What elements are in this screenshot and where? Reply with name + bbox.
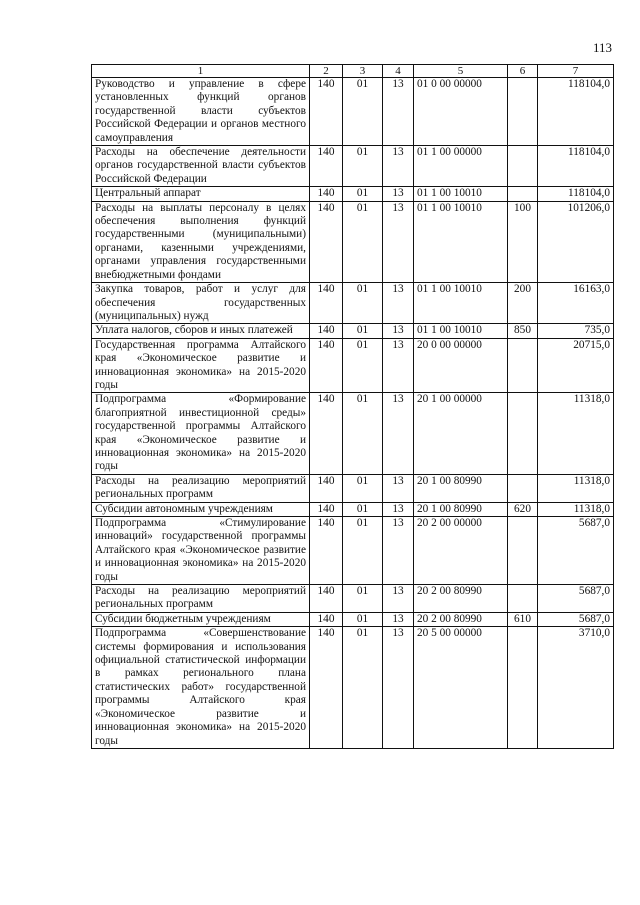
target-article-cell: 01 1 00 10010 [414, 324, 508, 338]
table-row [92, 585, 614, 613]
table-row [92, 627, 614, 749]
header-cell-4: 4 [383, 65, 414, 78]
subsection-code-cell: 13 [383, 324, 414, 338]
ministry-code-cell: 140 [310, 474, 343, 502]
ministry-code-cell: 140 [310, 338, 343, 393]
expense-name-cell: Государственная программа Алтайского края «Экономическое развитие и инновационная экономика» на 2015-2020 годы [92, 338, 310, 393]
subsection-code-cell: 13 [383, 585, 414, 613]
expense-name-cell: Расходы на выплаты персоналу в целях обеспечения выполнения функций государственными (муниципальными) органами, казенными учреждениями, органами управления государственными внебюджетными фондами [92, 201, 310, 282]
subsection-code-cell: 13 [383, 338, 414, 393]
expense-type-cell: 610 [508, 612, 538, 626]
section-code-cell: 01 [343, 612, 383, 626]
table-row [92, 283, 614, 324]
expense-name-cell: Подпрограмма «Совершенствование системы формирования и использования официальной статистической информации в рамках регионального плана статистических работ» государственной программы Алтайского края «Экономическое развитие и инновационная экономика» на 2015-2020 годы [92, 627, 310, 749]
expense-type-cell: 620 [508, 502, 538, 516]
ministry-code-cell: 140 [310, 627, 343, 749]
table-row [92, 474, 614, 502]
page-number: 113 [592, 40, 612, 55]
header-cell-2: 2 [310, 65, 343, 78]
expense-name-cell: Уплата налогов, сборов и иных платежей [92, 324, 310, 338]
amount-cell: 118104,0 [538, 146, 614, 187]
expense-name-cell: Субсидии бюджетным учреждениям [92, 612, 310, 626]
amount-cell: 16163,0 [538, 283, 614, 324]
section-code-cell: 01 [343, 324, 383, 338]
ministry-code-cell: 140 [310, 78, 343, 146]
header-cell-6: 6 [508, 65, 538, 78]
target-article-cell: 20 2 00 00000 [414, 517, 508, 585]
expense-type-cell [508, 146, 538, 187]
subsection-code-cell: 13 [383, 146, 414, 187]
table-row [92, 612, 614, 626]
amount-cell: 101206,0 [538, 201, 614, 282]
amount-cell: 11318,0 [538, 474, 614, 502]
expense-name-cell: Субсидии автономным учреждениям [92, 502, 310, 516]
amount-cell: 118104,0 [538, 187, 614, 201]
subsection-code-cell: 13 [383, 627, 414, 749]
expense-type-cell [508, 517, 538, 585]
ministry-code-cell: 140 [310, 502, 343, 516]
expense-type-cell [508, 627, 538, 749]
amount-cell: 118104,0 [538, 78, 614, 146]
amount-cell: 735,0 [538, 324, 614, 338]
header-cell-5: 5 [414, 65, 508, 78]
section-code-cell: 01 [343, 585, 383, 613]
target-article-cell: 20 0 00 00000 [414, 338, 508, 393]
expense-name-cell: Расходы на реализацию мероприятий региональных программ [92, 474, 310, 502]
subsection-code-cell: 13 [383, 78, 414, 146]
expense-name-cell: Закупка товаров, работ и услуг для обеспечения государственных (муниципальных) нужд [92, 283, 310, 324]
table-row [92, 338, 614, 393]
expense-type-cell [508, 78, 538, 146]
ministry-code-cell: 140 [310, 612, 343, 626]
subsection-code-cell: 13 [383, 474, 414, 502]
expense-type-cell [508, 338, 538, 393]
section-code-cell: 01 [343, 201, 383, 282]
expense-type-cell [508, 585, 538, 613]
expense-type-cell [508, 187, 538, 201]
subsection-code-cell: 13 [383, 201, 414, 282]
target-article-cell: 20 1 00 80990 [414, 502, 508, 516]
section-code-cell: 01 [343, 146, 383, 187]
section-code-cell: 01 [343, 187, 383, 201]
amount-cell: 5687,0 [538, 612, 614, 626]
amount-cell: 11318,0 [538, 502, 614, 516]
amount-cell: 11318,0 [538, 393, 614, 474]
ministry-code-cell: 140 [310, 201, 343, 282]
expense-type-cell: 850 [508, 324, 538, 338]
amount-cell: 5687,0 [538, 517, 614, 585]
section-code-cell: 01 [343, 517, 383, 585]
section-code-cell: 01 [343, 474, 383, 502]
header-cell-7: 7 [538, 65, 614, 78]
expense-name-cell: Центральный аппарат [92, 187, 310, 201]
target-article-cell: 01 1 00 10010 [414, 283, 508, 324]
expense-name-cell: Подпрограмма «Стимулирование инноваций» государственной программы Алтайского края «Экономическое развитие и инновационная экономика» на 2015-2020 годы [92, 517, 310, 585]
ministry-code-cell: 140 [310, 324, 343, 338]
amount-cell: 5687,0 [538, 585, 614, 613]
amount-cell: 3710,0 [538, 627, 614, 749]
header-cell-1: 1 [92, 65, 310, 78]
expense-type-cell: 200 [508, 283, 538, 324]
expense-name-cell: Расходы на обеспечение деятельности органов государственной власти субъектов Российской Федерации [92, 146, 310, 187]
expense-type-cell: 100 [508, 201, 538, 282]
section-code-cell: 01 [343, 393, 383, 474]
table-row [92, 201, 614, 282]
target-article-cell: 20 5 00 00000 [414, 627, 508, 749]
amount-cell: 20715,0 [538, 338, 614, 393]
target-article-cell: 01 0 00 00000 [414, 78, 508, 146]
ministry-code-cell: 140 [310, 517, 343, 585]
header-cell-3: 3 [343, 65, 383, 78]
ministry-code-cell: 140 [310, 393, 343, 474]
section-code-cell: 01 [343, 283, 383, 324]
subsection-code-cell: 13 [383, 283, 414, 324]
target-article-cell: 20 2 00 80990 [414, 585, 508, 613]
table-row [92, 393, 614, 474]
ministry-code-cell: 140 [310, 283, 343, 324]
target-article-cell: 01 1 00 00000 [414, 146, 508, 187]
subsection-code-cell: 13 [383, 517, 414, 585]
table-row [92, 502, 614, 516]
target-article-cell: 20 1 00 00000 [414, 393, 508, 474]
target-article-cell: 20 1 00 80990 [414, 474, 508, 502]
ministry-code-cell: 140 [310, 187, 343, 201]
section-code-cell: 01 [343, 627, 383, 749]
expense-name-cell: Руководство и управление в сфере установленных функций органов государственной власти субъектов Российской Федерации и органов местного самоуправления [92, 78, 310, 146]
table-row [92, 146, 614, 187]
section-code-cell: 01 [343, 78, 383, 146]
table-row [92, 324, 614, 338]
ministry-code-cell: 140 [310, 146, 343, 187]
subsection-code-cell: 13 [383, 612, 414, 626]
table-row [92, 187, 614, 201]
target-article-cell: 01 1 00 10010 [414, 187, 508, 201]
section-code-cell: 01 [343, 502, 383, 516]
target-article-cell: 20 2 00 80990 [414, 612, 508, 626]
table-row [92, 78, 614, 146]
section-code-cell: 01 [343, 338, 383, 393]
ministry-code-cell: 140 [310, 585, 343, 613]
header-row [92, 65, 614, 78]
expense-name-cell: Подпрограмма «Формирование благоприятной инвестиционной среды» государственной программы Алтайского края «Экономическое развитие и инновационная экономика» на 2015-2020 годы [92, 393, 310, 474]
table-row [92, 517, 614, 585]
expense-type-cell [508, 474, 538, 502]
expense-type-cell [508, 393, 538, 474]
budget-table [91, 64, 614, 749]
subsection-code-cell: 13 [383, 187, 414, 201]
subsection-code-cell: 13 [383, 393, 414, 474]
target-article-cell: 01 1 00 10010 [414, 201, 508, 282]
expense-name-cell: Расходы на реализацию мероприятий региональных программ [92, 585, 310, 613]
subsection-code-cell: 13 [383, 502, 414, 516]
